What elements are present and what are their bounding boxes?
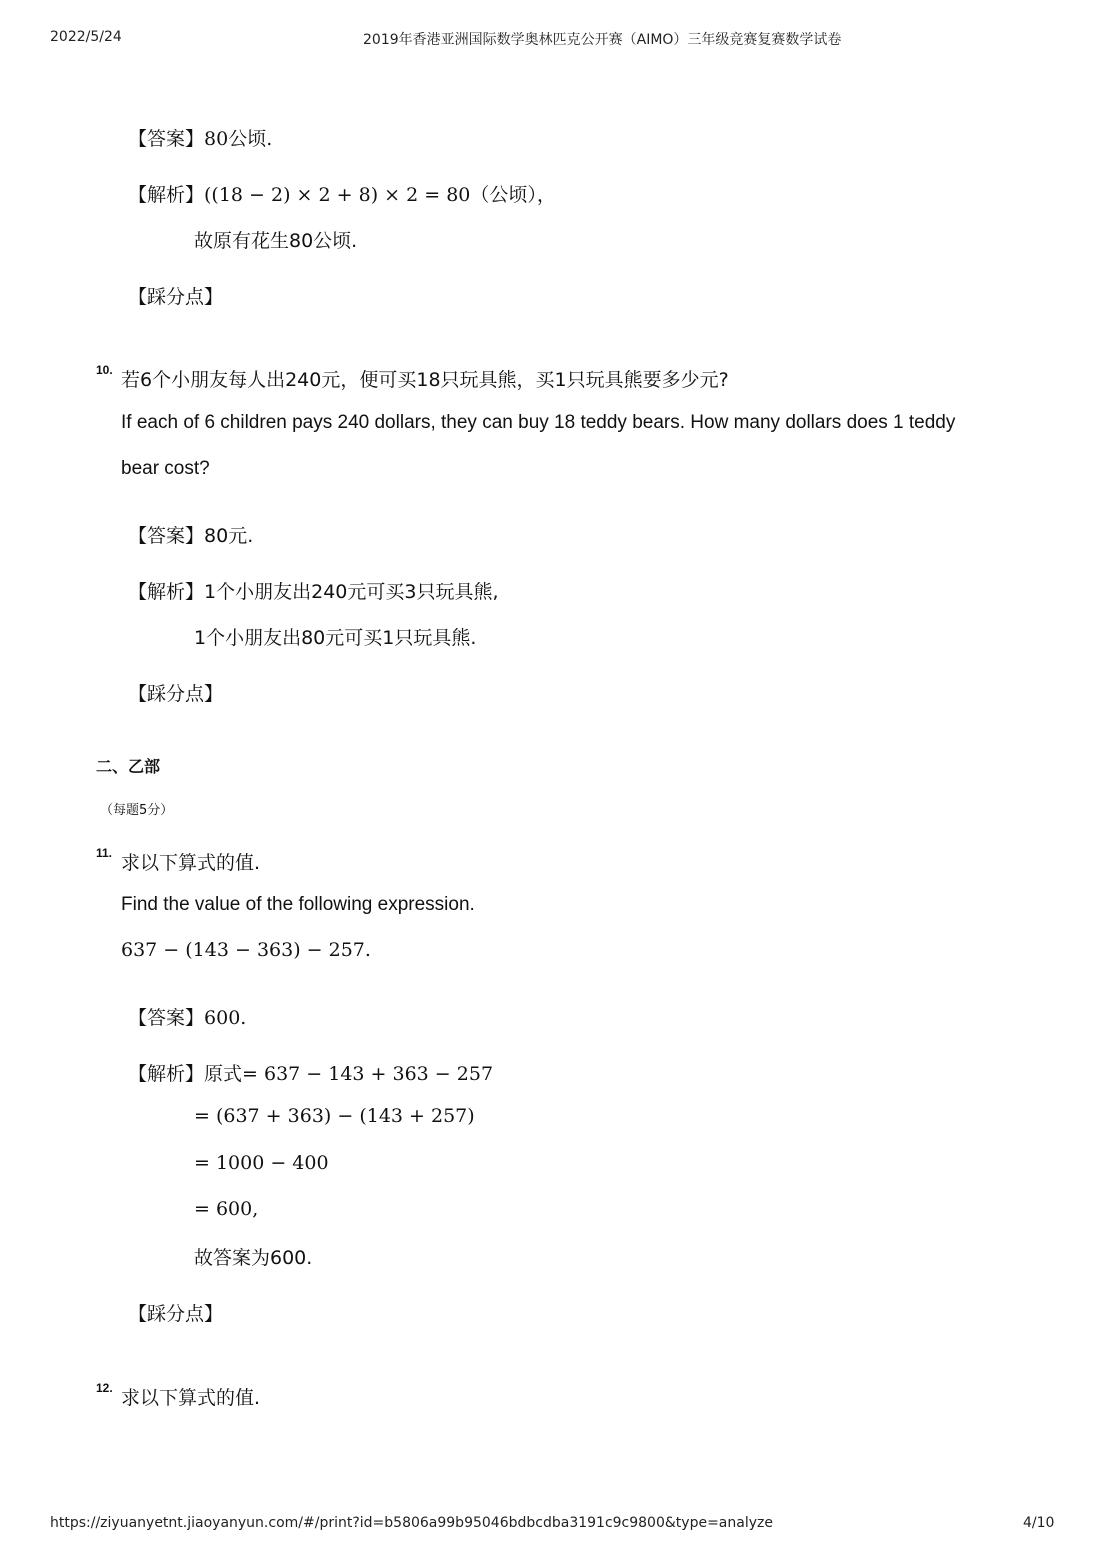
- q9-analysis: [128, 180, 556, 207]
- footer-url: https://ziyuanyetnt.jiaoyanyun.com/#/print?id=b5806a99b95046bdbcdba3191c9c9800&type=analyze: [50, 1515, 773, 1531]
- analysis-label: 【解析】: [128, 184, 205, 206]
- analysis-line: ((18 − 2) × 2 + 8) × 2 = 80（公顷），: [204, 184, 556, 206]
- q11-points-label: 【踩分点】: [128, 1303, 224, 1325]
- answer-value: 600.: [204, 1007, 247, 1029]
- answer-value: 80元.: [204, 525, 254, 547]
- q9-points-label: 【踩分点】: [128, 286, 224, 308]
- q10-analysis: [128, 577, 499, 604]
- answer-label: 【答案】: [128, 128, 205, 150]
- q10-question-en-line2: bear cost?: [121, 458, 210, 479]
- footer-page: 4/10: [1023, 1515, 1055, 1531]
- q11-number: 11.: [96, 846, 113, 860]
- answer-label: 【答案】: [128, 525, 205, 547]
- analysis-line: 原式= 637 − 143 + 363 − 257: [204, 1063, 494, 1085]
- answer-label: 【答案】: [128, 1007, 205, 1029]
- q10-analysis-line2: 1个小朋友出80元可买1只玩具熊.: [194, 627, 477, 649]
- q11-question-zh: 求以下算式的值.: [121, 852, 261, 874]
- q9-analysis-line2: 故原有花生80公顷.: [194, 230, 358, 252]
- header-date: 2022/5/24: [50, 29, 122, 45]
- q11-question-en: Find the value of the following expression.: [121, 894, 475, 915]
- q12-question-zh: 求以下算式的值.: [121, 1387, 261, 1409]
- q10-answer: [128, 521, 253, 548]
- q11-analysis-line3: = 1000 − 400: [194, 1152, 329, 1174]
- q11-expression: 637 − (143 − 363) − 257.: [121, 939, 371, 961]
- q11-analysis-line4: = 600,: [194, 1198, 259, 1220]
- analysis-label: 【解析】: [128, 1063, 205, 1085]
- section-title: 二、乙部: [96, 757, 161, 776]
- q10-question-zh: 若6个小朋友每人出240元，便可买18只玩具熊，买1只玩具熊要多少元?: [121, 369, 729, 391]
- q11-analysis: [128, 1059, 493, 1086]
- header-title: 2019年香港亚洲国际数学奥林匹克公开赛（AIMO）三年级竞赛复赛数学试卷: [363, 32, 842, 48]
- q11-analysis-line5: 故答案为600.: [194, 1247, 313, 1269]
- section-note: （每题5分）: [100, 803, 174, 818]
- q10-number: 10.: [96, 363, 113, 377]
- q9-answer: [128, 124, 272, 151]
- q11-analysis-line2: = (637 + 363) − (143 + 257): [194, 1105, 475, 1127]
- q10-question-en-line1: If each of 6 children pays 240 dollars, they can buy 18 teddy bears. How many dollars does 1 teddy: [121, 412, 956, 433]
- q10-points-label: 【踩分点】: [128, 683, 224, 705]
- answer-value: 80公顷.: [204, 128, 273, 150]
- q12-number: 12.: [96, 1381, 113, 1395]
- analysis-label: 【解析】: [128, 581, 205, 603]
- q11-answer: [128, 1003, 246, 1030]
- analysis-line: 1个小朋友出240元可买3只玩具熊,: [204, 581, 499, 603]
